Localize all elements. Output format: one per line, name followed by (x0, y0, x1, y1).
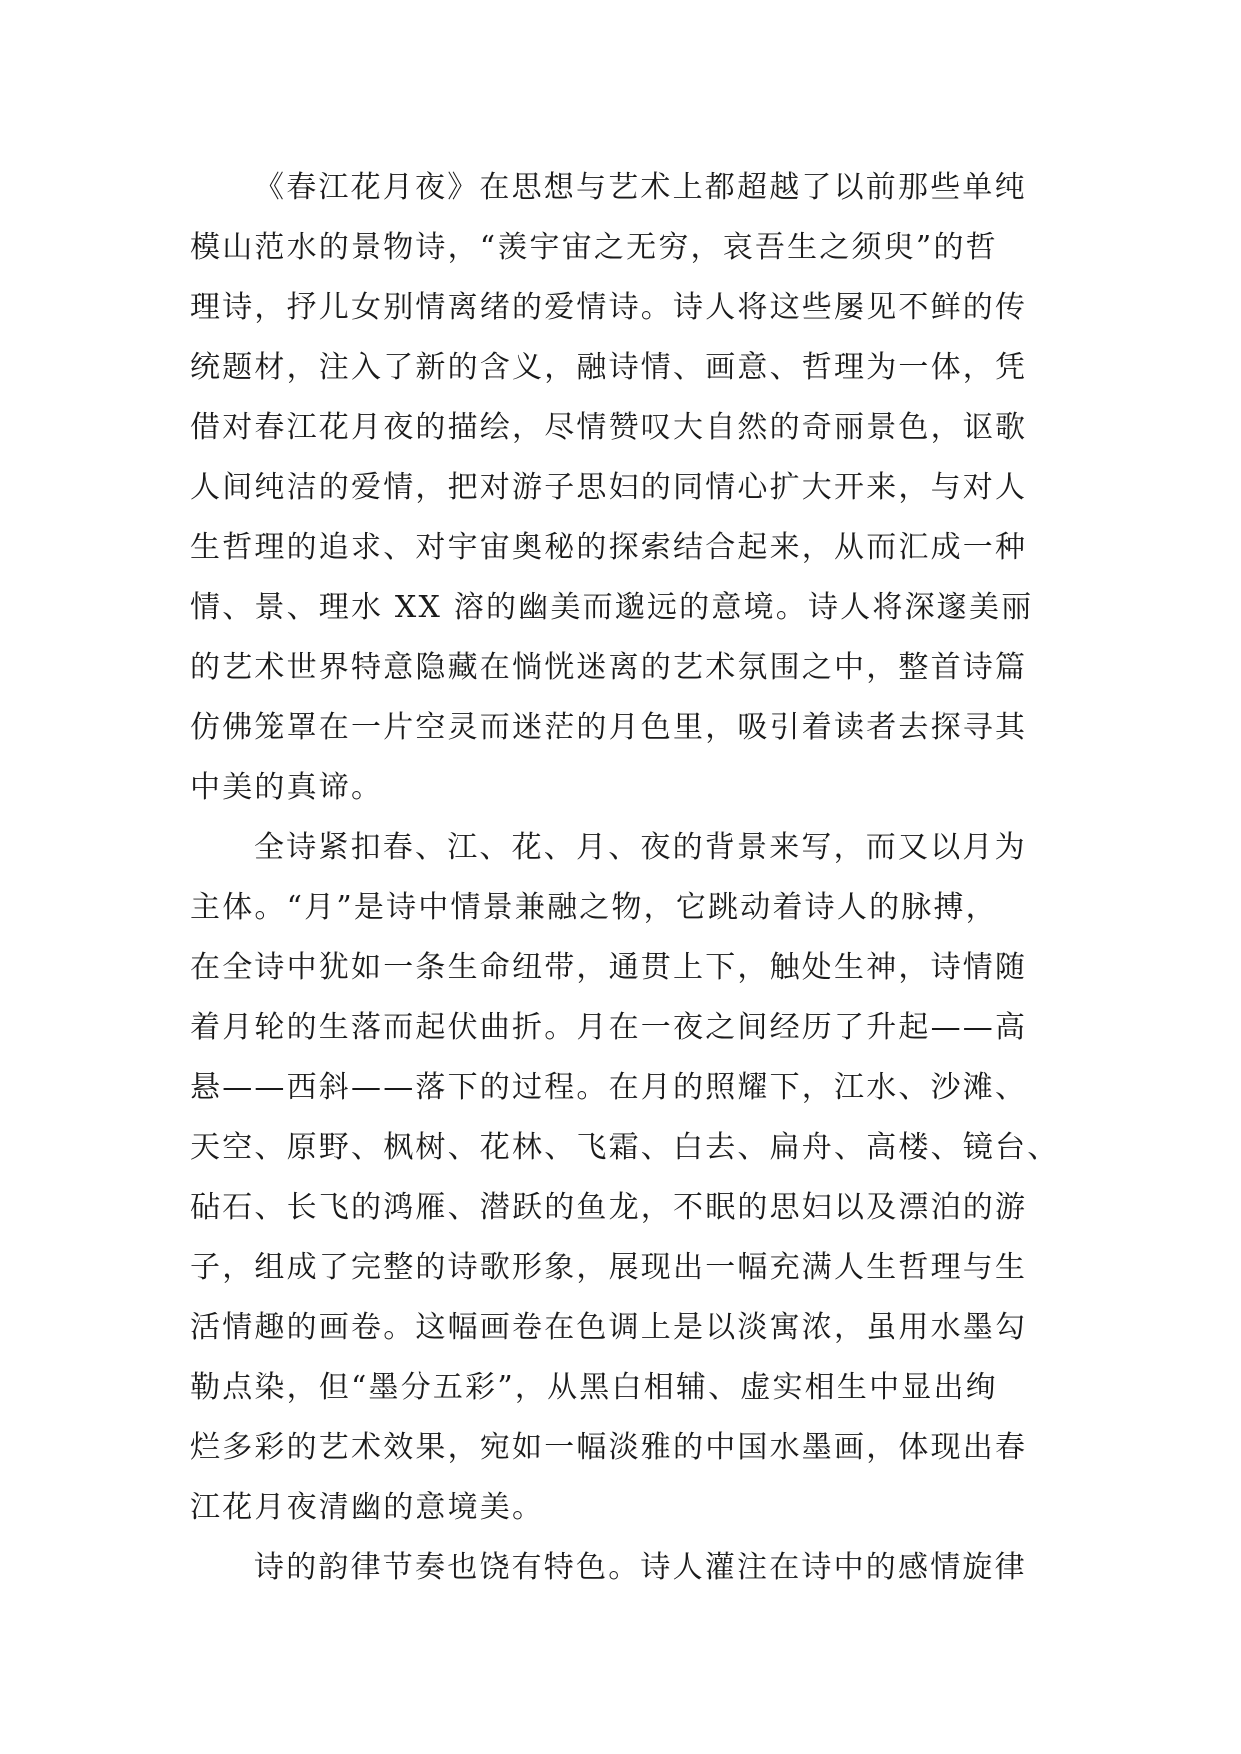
paragraph-1-line-5: 借对春江花月夜的描绘，尽情赞叹大自然的奇丽景色，讴歌 (190, 410, 1028, 445)
paragraph-2-line-9: 活情趣的画卷。这幅画卷在色调上是以淡寓浓，虽用水墨勾 (190, 1310, 1028, 1345)
paragraph-2-line-6: 天空、原野、枫树、花林、飞霜、白去、扁舟、高楼、镜台、 (190, 1130, 1060, 1165)
paragraph-1-line-3: 理诗，抒儿女别情离绪的爱情诗。诗人将这些屡见不鲜的传 (190, 290, 1028, 325)
paragraph-1-line-2: 模山范水的景物诗，“羡宇宙之无穷，哀吾生之须臾”的哲 (190, 230, 998, 265)
paragraph-1-line-11: 中美的真谛。 (190, 770, 384, 805)
paragraph-2-line-12: 江花月夜清幽的意境美。 (190, 1490, 545, 1525)
paragraph-1-line-7: 生哲理的追求、对宇宙奥秘的探索结合起来，从而汇成一种 (190, 530, 1028, 565)
paragraph-1-line-1: 《春江花月夜》在思想与艺术上都超越了以前那些单纯 (254, 170, 1027, 205)
paragraph-1-line-8: 情、景、理水 XX 溶的幽美而邈远的意境。诗人将深邃美丽 (190, 590, 1034, 625)
paragraph-2-line-7: 砧石、长飞的鸿雁、潜跃的鱼龙，不眠的思妇以及漂泊的游 (190, 1190, 1028, 1225)
paragraph-1-line-6: 人间纯洁的爱情，把对游子思妇的同情心扩大开来，与对人 (190, 470, 1028, 505)
paragraph-1-line-10: 仿佛笼罩在一片空灵而迷茫的月色里，吸引着读者去探寻其 (190, 710, 1028, 745)
paragraph-1-line-9: 的艺术世界特意隐藏在惝恍迷离的艺术氛围之中，整首诗篇 (190, 650, 1028, 685)
essay-body (190, 158, 1060, 1598)
paragraph-1-line-4: 统题材，注入了新的含义，融诗情、画意、哲理为一体，凭 (190, 350, 1028, 385)
paragraph-2-line-2: 主体。“月”是诗中情景兼融之物，它跳动着诗人的脉搏， (190, 890, 998, 925)
paragraph-2-line-5: 悬——西斜——落下的过程。在月的照耀下，江水、沙滩、 (190, 1070, 1028, 1105)
paragraph-3-line-1: 诗的韵律节奏也饶有特色。诗人灌注在诗中的感情旋律 (254, 1550, 1027, 1585)
paragraph-2-line-3: 在全诗中犹如一条生命纽带，通贯上下，触处生神，诗情随 (190, 950, 1028, 985)
paragraph-2-line-10: 勒点染，但“墨分五彩”，从黑白相辅、虚实相生中显出绚 (190, 1370, 998, 1405)
paragraph-2-line-8: 子，组成了完整的诗歌形象，展现出一幅充满人生哲理与生 (190, 1250, 1028, 1285)
paragraph-2-line-11: 烂多彩的艺术效果，宛如一幅淡雅的中国水墨画，体现出春 (190, 1430, 1028, 1465)
paragraph-2-line-1: 全诗紧扣春、江、花、月、夜的背景来写，而又以月为 (254, 830, 1027, 865)
paragraph-2-line-4: 着月轮的生落而起伏曲折。月在一夜之间经历了升起——高 (190, 1010, 1028, 1045)
